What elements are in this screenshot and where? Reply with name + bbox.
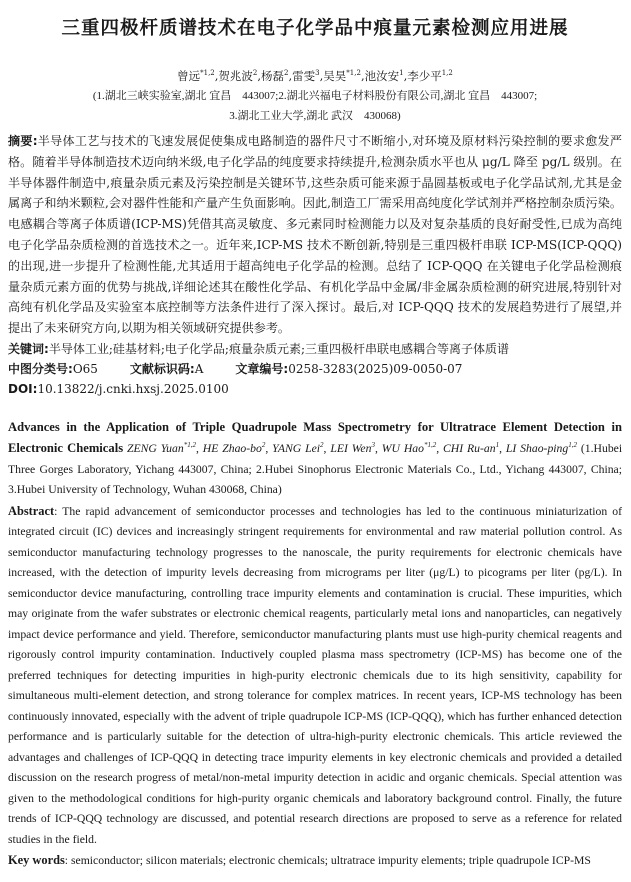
english-section <box>8 417 622 872</box>
doi-label: DOI: <box>8 381 38 396</box>
doi-value: 10.13822/j.cnki.hxsj.2025.0100 <box>37 381 229 396</box>
chinese-title: 三重四极杆质谱技术在电子化学品中痕量元素检测应用进展 <box>61 18 569 39</box>
chinese-authors: 曾远$^{*1,2}$,贺兆波$^2$,杨磊$^2$,雷雯$^3$,吴昊$^{*1,2}$,池汝安$^1$,李少平$^{1,2}$ <box>177 69 453 83</box>
author: 池汝安$^1$ <box>364 69 404 83</box>
article-no-label: 文章编号: <box>235 361 289 376</box>
classification-row <box>8 359 622 379</box>
author: YANG Lei$^2$ <box>272 441 324 456</box>
author: WU Hao$^{*1,2}$ <box>381 441 437 456</box>
english-keywords: Key words: semiconductor; silicon materials; electronic chemicals; ultratrace impurity elements; triple quadrupole ICP-MS <box>8 853 591 868</box>
english-title: Advances in the Application of Triple Quadrupole Mass Spectrometry for Ultratrace Element Detection in Electronic Chemicals <box>8 419 622 456</box>
author: LEI Wen$^3$ <box>330 441 375 456</box>
abstract-text: The rapid advancement of semiconductor processes and technologies has led to the continuous miniaturization of integrated circuit (IC) devices and increasingly stringent requirements for environmental and raw material pollution control. As semiconductor manufacturing technology progresses to the nanoscale, the purity requirements for electronic chemicals have increased, with the detection of impurity levels decreasing from micrograms per liter (μg/L) to picograms per liter (pg/L). In semiconductor device manufacturing, controlling trace impurity elements and contamination is crucial. These impurities, which may originate from the wafer substrates or electronic chemical reagents, particularly metal ions and nanoparticles, can negatively impact device performance and yield. Therefore, semiconductor manufacturing plants must use high-purity chemical reagents and rigorously control impurity contamination. Inductively coupled plasma mass spectrometry (ICP-MS) has become one of the preferred techniques for detecting impurities in high-purity electronic chemicals due to its high sensitivity, capability for simultaneous multi-element detection, and strong tolerance for complex matrices. In recent years, ICP-MS technology has been continuously innovated, especially with the advent of triple quadrupole ICP-MS (ICP-QQQ), which has further enhanced detection performance and is particularly suitable for the detection of ultra-high-purity electronic chemicals. This article reviewed the advantages and challenges of ICP-QQQ in detecting trace impurity elements in key electronic chemicals and provided a detailed discussion on the research progress of metal/non-metal impurity detection in acidic and organic chemicals. Special attention was given to the methodological conditions for high-purity organic chemicals and laboratory background control. Finally, the future trends of ICP-QQQ technology are discussed, and potential research directions are proposed to serve as a reference for related studies in the field. <box>8 504 622 846</box>
keywords-label: 关键词: <box>8 341 49 356</box>
doc-code-label: 文献标识码: <box>129 361 195 376</box>
chinese-affiliation-line: (1.湖北三峡实验室,湖北 宜昌 443007;2.湖北兴福电子材料股份有限公司,湖北 宜昌 443007; <box>92 90 538 102</box>
clc-value: O65 <box>72 361 98 376</box>
author: HE Zhao-$bo^2$ <box>202 441 266 456</box>
clc-label: 中图分类号: <box>8 361 73 376</box>
author: ZENG Yuan$^{*1,2}$ <box>126 441 196 456</box>
abstract-text: 半导体工艺与技术的飞速发展促使集成电路制造的器件尺寸不断缩小,对环境及原材料污染控制的要求愈发严格。随着半导体制造技术迈向纳米级,电子化学品的纯度要求持续提升,检测杂质水平也从 μg/L 降至 pg/L 级别。在半导体器件制造中,痕量杂质元素及污染控制是关键环节,这些杂质可能来源于晶圆基板或电子化学品试剂,尤其是金属离子和纳米颗粒,会对器件性能和产量产生负面影响。因此,制造工厂需采用高纯度化学试剂并严格控制杂质污染。电感耦合等离子体质谱(ICP-MS)凭借其高灵敏度、多元素同时检测能力以及对复杂基质的良好耐受性,已成为高纯电子化学品杂质检测的首选技术之一。近年来,ICP-MS 技术不断创新,特别是三重四极杆串联 ICP-MS(ICP-QQQ)的出现,进一步提升了检测性能,尤其适用于超高纯电子化学品的检测。总结了 ICP-QQQ 在关键电子化学品检测痕量杂质元素方面的优势与挑战,详细论述其在酸性化学品、有机化学品中金属/非金属杂质检测的研究进展,特别针对高纯有机化学品及实验室本底控制等方法条件进行了深入探讨。最后,对 ICP-QQQ 技术的发展趋势进行了展望,并提出了未来研究方向,以期为相关领域研究提供参考。 <box>8 134 622 336</box>
author: CHI $Ru-an^1$ <box>443 441 500 456</box>
keywords-label: Key words <box>8 853 65 868</box>
author: 杨磊$^2$ <box>261 69 289 83</box>
author: 贺兆波$^2$ <box>218 69 258 83</box>
keywords-text: 半导体工业;硅基材料;电子化学品;痕量杂质元素;三重四极杆串联电感耦合等离子体质谱 <box>48 341 509 356</box>
english-header: Advances in the Application of Triple Quadrupole Mass Spectrometry for Ultratrace Element Detection in Electronic Chemicals ZENG Yuan$^{*1,2}$, HE Zhao-$bo^2$, YANG Lei$^2$, LEI Wen$^3$, WU Hao$^{*1,2}$, CHI $Ru-an^1$, LI Shao-ping$^{1,2}$ (1.Hubei Three Gorges Laboratory, Yichang 443007, China; 2.Hubei Sinophorus Electronic Materials Co., Ltd., Yichang 443007, China; 3.Hubei University of Technology, Wuhan 430068, China) <box>8 419 623 497</box>
article-no-value: 0258-3283(2025)09-0050-07 <box>288 361 463 376</box>
keywords-text: semiconductor; silicon materials; electronic chemicals; ultratrace impurity elements; triple quadrupole ICP-MS <box>70 854 591 868</box>
author: 李少平$^{1,2}$ <box>407 69 453 83</box>
author: 曾远$^{*1,2}$ <box>177 69 215 83</box>
author: 吴昊$^{*1,2}$ <box>323 69 361 83</box>
doi-row <box>8 379 622 399</box>
doc-code-value: A <box>194 361 204 376</box>
author: LI Shao-ping$^{1,2}$ <box>505 441 577 456</box>
author: 雷雯$^3$ <box>292 69 320 83</box>
chinese-abstract <box>8 131 622 339</box>
chinese-affiliation-line: 3.湖北工业大学,湖北 武汉 430068) <box>229 110 401 122</box>
english-abstract: Abstract: The rapid advancement of semiconductor processes and technologies has led to the continuous miniaturization of integrated circuit (IC) devices and increasingly stringent requirements for environmental and raw material pollution control. As semiconductor manufacturing technology progresses to the nanoscale, the purity requirements for electronic chemicals have increased, with the detection of impurity levels decreasing from micrograms per liter (μg/L) to picograms per liter (pg/L). In semiconductor device manufacturing, controlling trace impurity elements and contamination is crucial. These impurities, which may originate from the wafer substrates or electronic chemical reagents, particularly metal ions and nanoparticles, can negatively impact device performance and yield. Therefore, semiconductor manufacturing plants must use high-purity chemical reagents and rigorously control impurity contamination. Inductively coupled plasma mass spectrometry (ICP-MS) has become one of the preferred techniques for detecting impurities in high-purity electronic chemicals due to its high sensitivity, capability for simultaneous multi-element detection, and strong tolerance for complex matrices. In recent years, ICP-MS technology has been continuously innovated, especially with the advent of triple quadrupole ICP-MS (ICP-QQQ), which has further enhanced detection performance and is particularly suitable for the detection of ultra-high-purity electronic chemicals. This article reviewed the advantages and challenges of ICP-QQQ in detecting trace impurity elements in key electronic chemicals and provided a detailed discussion on the research progress of metal/non-metal impurity detection in acidic and organic chemicals. Special attention was given to the methodological conditions for high-purity organic chemicals and laboratory background control. Finally, the future trends of ICP-QQQ technology are discussed, and potential research directions are proposed to serve as a reference for related studies in the field. <box>8 503 622 846</box>
abstract-label: 摘要: <box>8 134 38 148</box>
abstract-label: Abstract <box>8 503 55 518</box>
chinese-keywords <box>8 339 622 359</box>
english-affiliations: (1.Hubei Three Gorges Laboratory, Yichang 443007, China; 2.Hubei Sinophorus Electronic Materials Co., Ltd., Yichang 443007, China; 3.Hubei University of Technology, Wuhan 430068, China) <box>8 442 623 497</box>
